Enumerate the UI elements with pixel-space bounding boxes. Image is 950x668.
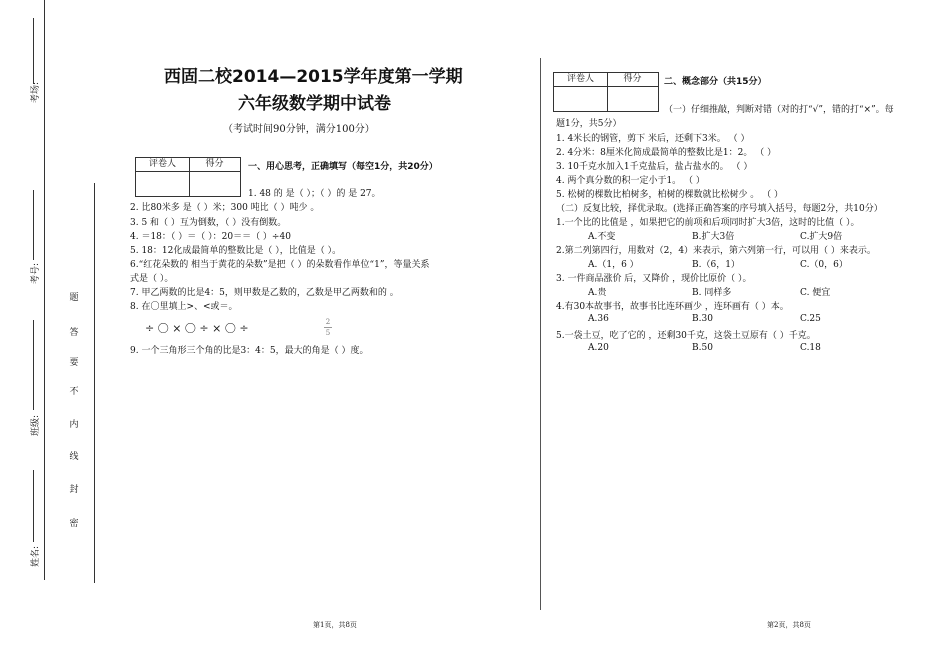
question: 7. 甲乙两数的比是4：5，则甲数是乙数的，乙数是甲乙两数和的 。: [130, 288, 399, 298]
judge-item: 3. 10千克水加入1千克盐后，盐占盐水的。 （ ）: [556, 162, 753, 172]
fraction-denominator: 5: [325, 329, 331, 337]
choice-option-b: B.30: [692, 314, 713, 324]
choice-question: 3. 一件商品涨价 后，又降价 ，现价比原价（ ）。: [556, 274, 752, 284]
judge-item: 2. 4分米：8厘米化简成最简单的整数比是1：2。 （ ）: [556, 148, 777, 158]
score-box-reviewer: 评卷人: [554, 73, 607, 87]
page-footer-1: 第1页，共8页: [313, 621, 357, 629]
score-box-section1: [135, 157, 241, 197]
exam-title-line2: 六年级数学期中试卷: [238, 94, 391, 114]
section2-title: 二、概念部分（共15分）: [664, 77, 767, 87]
class-label: 班级:: [31, 414, 41, 436]
fraction-numerator: 2: [325, 318, 331, 326]
section2-sub2: （二）反复比较，择优录取。(选择正确答案的序号填入括号，每题2分，共10分）: [556, 204, 883, 214]
choice-option-a: A.（1，6 ）: [588, 260, 639, 270]
question: 4. ＝18：（ ）＝（ ）：20＝＝（ ）÷40: [130, 232, 291, 242]
exam-room-label: 考场:: [31, 81, 41, 103]
score-box-score: 得分: [607, 73, 658, 87]
choice-option-a: A.36: [588, 314, 609, 324]
name-line: [33, 470, 34, 542]
exam-no-label: 考号:: [31, 262, 41, 284]
exam-title-line1: 西固二校2014—2015学年度第一学期: [164, 67, 463, 87]
choice-option-c: C.扩大9倍: [800, 232, 843, 242]
question: 6.“红花朵数的 相当于黄花的朵数”是把（ ）的朵数看作单位“1”，等量关系: [130, 260, 430, 270]
choice-option-c: C.25: [800, 314, 821, 324]
exam-note: （考试时间90分钟，满分100分）: [223, 124, 375, 135]
seal-char: 答: [69, 328, 79, 338]
binding-line-inner: [94, 183, 95, 583]
page-divider: [540, 58, 541, 610]
choice-option-b: B.扩大3倍: [692, 232, 735, 242]
seal-char: 要: [69, 358, 79, 368]
question: 5. 18：12化成最简单的整数比是（ ），比值是（ ）。: [130, 246, 342, 256]
question: 式是（ ）。: [130, 274, 174, 284]
question: 1. 48 的 是（ ）；（ ）的 是 27。: [248, 189, 381, 199]
judge-item: 1. 4米长的钢管，剪下 米后，还剩下3米。 （ ）: [556, 134, 750, 144]
name-label: 姓名:: [31, 545, 41, 567]
judge-item: 5. 松树的棵数比柏树多，柏树的棵数就比松树少 。 （ ）: [556, 190, 784, 200]
judge-item: 4. 两个真分数的积一定小于1。 （ ）: [556, 176, 705, 186]
section2-sub1-cont: 题1分，共5分）: [556, 119, 622, 129]
score-box-divider: [607, 73, 608, 111]
class-line: [33, 320, 34, 410]
score-box-divider: [189, 158, 190, 196]
choice-question: 1.一个比的比值是 ，如果把它的前项和后项同时扩大3倍，这时的比值（ ）。: [556, 218, 860, 228]
question: 3. 5 和（ ）互为倒数，（ ）没有倒数。: [130, 218, 287, 228]
choice-option-a: A.20: [588, 343, 609, 353]
seal-char: 线: [69, 452, 79, 462]
seal-char: 密: [69, 519, 79, 529]
choice-option-c: C.18: [800, 343, 821, 353]
page-footer-2: 第2页，共8页: [767, 621, 811, 629]
choice-option-a: A.贵: [588, 288, 607, 298]
choice-option-b: B. 同样多: [692, 288, 732, 298]
choice-option-a: A.不变: [588, 232, 616, 242]
seal-char: 不: [69, 387, 79, 397]
choice-question: 2.第二列第四行，用数对（2，4）来表示，第六列第一行，可以用（ ）来表示。: [556, 246, 876, 256]
fraction-bar: [324, 327, 332, 328]
seal-char: 封: [69, 485, 79, 495]
fraction: [324, 318, 332, 337]
choice-option-c: C. 便宜: [800, 288, 831, 298]
choice-question: 5.一袋土豆，吃了它的 ，还剩30千克，这袋土豆原有（ ）千克。: [556, 331, 816, 341]
choice-option-b: B.50: [692, 343, 713, 353]
seal-char: 题: [69, 293, 79, 303]
choice-option-c: C.（0，6）: [800, 260, 848, 270]
section2-sub1: （一）仔细推敲，判断对错（对的打“√”，错的打“×”。每: [664, 105, 894, 115]
binding-line-outer: [44, 0, 45, 580]
score-box-section2: [553, 72, 659, 112]
score-box-reviewer: 评卷人: [136, 158, 189, 172]
question: 9. 一个三角形三个角的比是3：4：5，最大的角是（ ）度。: [130, 346, 369, 356]
section1-title: 一、用心思考，正确填写（每空1分，共20分）: [248, 162, 438, 172]
exam-room-line: [33, 18, 34, 84]
compare-row: ÷ 〇 × 〇 ÷ × 〇 ÷: [145, 322, 249, 335]
choice-question: 4.有30本故事书，故事书比连环画少 ，连环画有（ ）本。: [556, 302, 789, 312]
exam-no-line: [33, 190, 34, 260]
question: 8. 在〇里填上>、<或＝。: [130, 302, 238, 312]
question: 2. 比80米多 是（ ）米；300 吨比（ ）吨少 。: [130, 203, 320, 213]
score-box-score: 得分: [189, 158, 240, 172]
choice-option-b: B.（6，1）: [692, 260, 740, 270]
seal-char: 内: [69, 420, 79, 430]
